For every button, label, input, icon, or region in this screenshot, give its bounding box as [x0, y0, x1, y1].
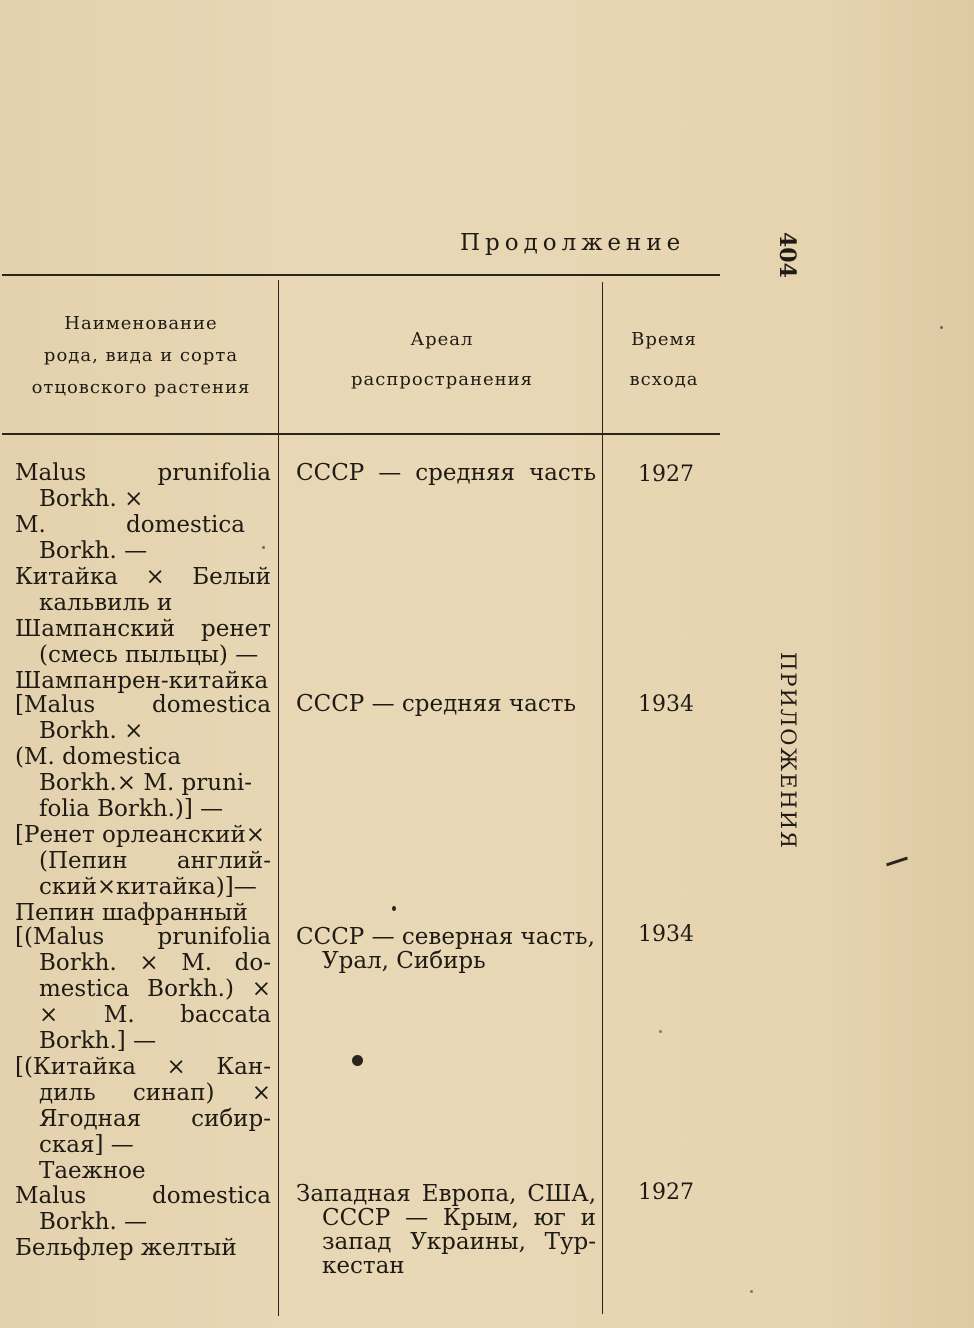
name-line: (смесь пыльцы) —	[39, 642, 259, 668]
page-number: 404	[774, 232, 800, 278]
name-line: [(Malus prunifolia	[15, 924, 271, 950]
header-line: Наименование	[64, 313, 218, 334]
name-line: ский×китайка)]—	[39, 874, 257, 900]
name-line: Бельфлер желтый	[15, 1235, 237, 1261]
ink-speck	[659, 1030, 662, 1033]
header-bottom-rule	[2, 433, 720, 435]
header-name-column	[6, 308, 276, 404]
name-line: [Ренет орлеанский×	[15, 822, 266, 848]
row-2-area	[296, 692, 596, 716]
name-line: × M. baccata	[39, 1002, 271, 1028]
area-line: СССР — Крым, юг и	[322, 1205, 596, 1231]
column-divider-1	[278, 280, 279, 1316]
name-line: Borkh. × M. do-	[39, 950, 271, 976]
continuation-heading: Продолжение	[460, 230, 686, 256]
name-line: Borkh.× M. pruni-	[39, 770, 253, 796]
area-line: Урал, Сибирь	[322, 948, 486, 974]
name-line: Malus prunifolia	[15, 460, 271, 486]
ink-speck	[262, 546, 265, 549]
name-line: Пепин шафранный	[15, 900, 248, 926]
area-line: СССР — средняя часть	[296, 460, 596, 486]
name-line: Таежное	[39, 1158, 146, 1184]
name-line: Ягодная сибир-	[39, 1106, 271, 1132]
row-3-year: 1934	[638, 922, 694, 947]
header-line: всхода	[629, 369, 699, 390]
ink-speck	[750, 1290, 753, 1293]
ink-speck	[392, 906, 396, 911]
name-line: Шампанрен-китайка	[15, 668, 269, 694]
name-line: folia Borkh.)] —	[39, 796, 224, 822]
name-line: Китайка × Белый	[15, 564, 271, 590]
row-2-year: 1934	[638, 692, 694, 717]
row-1-name	[15, 460, 271, 694]
name-line: (M. domestica	[15, 744, 182, 770]
header-area-column	[286, 320, 598, 400]
row-4-name	[15, 1183, 271, 1261]
name-line: M. domestica	[15, 512, 245, 538]
ink-spot	[352, 1055, 363, 1066]
row-3-area	[296, 925, 596, 973]
name-line: Malus domestica	[15, 1183, 271, 1209]
area-line: Западная Европа, США,	[296, 1181, 596, 1207]
header-line: Ареал	[410, 329, 474, 350]
name-line: Borkh. ×	[39, 718, 144, 744]
row-1-year: 1927	[638, 462, 694, 487]
row-3-name	[15, 924, 271, 1184]
name-line: Borkh. ×	[39, 486, 144, 512]
header-line: Время	[631, 329, 697, 350]
area-line: СССР — северная часть,	[296, 924, 595, 950]
table-top-rule	[2, 274, 720, 276]
ink-speck	[940, 326, 943, 329]
name-line: Шампанский ренет	[15, 616, 271, 642]
name-line: ская] —	[39, 1132, 134, 1158]
name-line: (Пепин англий-	[39, 848, 271, 874]
header-line: отцовского растения	[31, 377, 251, 398]
area-line: запад Украины, Тур-	[322, 1229, 596, 1255]
name-line: Borkh. —	[39, 538, 148, 564]
name-line: диль синап) ×	[39, 1080, 271, 1106]
name-line: кальвиль и	[39, 590, 173, 616]
row-1-area	[296, 461, 596, 485]
column-divider-2	[602, 282, 603, 1314]
row-4-area	[296, 1182, 596, 1278]
area-line: кестан	[322, 1253, 405, 1279]
header-line: рода, вида и сорта	[43, 345, 239, 366]
name-line: Borkh. —	[39, 1209, 148, 1235]
ink-stroke	[886, 857, 908, 867]
name-line: mestica Borkh.) ×	[39, 976, 271, 1002]
name-line: Borkh.] —	[39, 1028, 157, 1054]
area-line: СССР — средняя часть	[296, 691, 576, 717]
running-head: ПРИЛОЖЕНИЯ	[776, 652, 800, 851]
name-line: [(Китайка × Кан-	[15, 1054, 271, 1080]
row-2-name	[15, 692, 271, 926]
header-line: распространения	[351, 369, 533, 390]
header-time-column	[608, 320, 720, 400]
row-4-year: 1927	[638, 1180, 694, 1205]
name-line: [Malus domestica	[15, 692, 271, 718]
